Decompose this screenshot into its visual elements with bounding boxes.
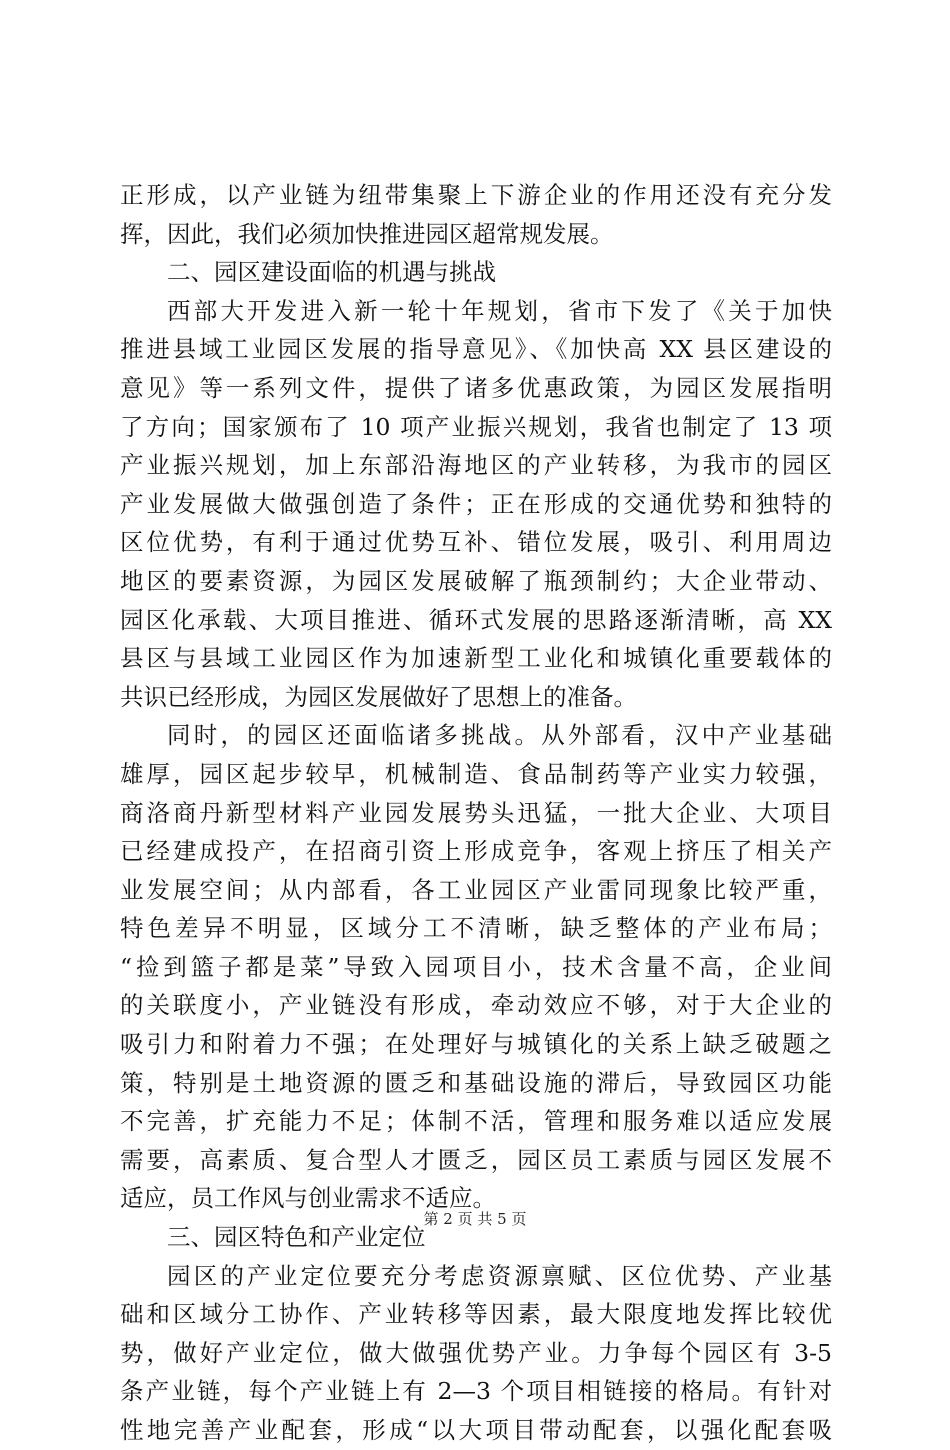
document-body bbox=[120, 176, 832, 1450]
text-line: 业发展空间；从内部看，各工业园区产业雷同现象比较严重， bbox=[120, 875, 832, 904]
text-line: 吸引力和附着力不强；在处理好与城镇化的关系上缺乏破题之 bbox=[120, 1030, 832, 1059]
text-line: 性地完善产业配套，形成“以大项目带动配套，以强化配套吸 bbox=[120, 1416, 832, 1444]
text-line: 不完善，扩充能力不足；体制不活，管理和服务难以适应发展 bbox=[120, 1107, 832, 1136]
text-line: 产业振兴规划，加上东部沿海地区的产业转移，为我市的园区 bbox=[120, 451, 832, 480]
text-line: 雄厚，园区起步较早，机械制造、食品制药等产业实力较强， bbox=[120, 759, 832, 788]
text-line: 需要，高素质、复合型人才匮乏，园区员工素质与园区发展不 bbox=[120, 1145, 832, 1174]
text-line: 条产业链，每个产业链上有 2—3 个项目相链接的格局。有针对 bbox=[120, 1377, 832, 1406]
text-line: 地区的要素资源，为园区发展破解了瓶颈制约；大企业带动、 bbox=[120, 566, 832, 595]
text-line: 正形成，以产业链为纽带集聚上下游企业的作用还没有充分发 bbox=[120, 181, 832, 209]
text-line: 商洛商丹新型材料产业园发展势头迅猛，一批大企业、大项目 bbox=[120, 798, 832, 827]
text-line: 的关联度小，产业链没有形成，牵动效应不够，对于大企业的 bbox=[120, 991, 832, 1020]
text-line: 策，特别是土地资源的匮乏和基础设施的滞后，导致园区功能 bbox=[120, 1068, 832, 1097]
text-line: 特色差异不明显，区域分工不清晰，缺乏整体的产业布局； bbox=[120, 914, 832, 943]
text-line: 同时，的园区还面临诸多挑战。从外部看，汉中产业基础 bbox=[167, 721, 832, 750]
text-line: 产业发展做大做强创造了条件；正在形成的交通优势和独特的 bbox=[120, 489, 832, 518]
page-footer: 第 2 页 共 5 页 bbox=[423, 1210, 527, 1228]
text-line: 县区与县域工业园区作为加速新型工业化和城镇化重要载体的 bbox=[120, 644, 832, 673]
text-line: 已经建成投产，在招商引资上形成竞争，客观上挤压了相关产 bbox=[120, 837, 832, 866]
text-line: 共识已经形成，为园区发展做好了思想上的准备。 bbox=[120, 682, 637, 711]
text-line: 推进县域工业园区发展的指导意见》、《加快高 XX 县区建设的 bbox=[120, 335, 832, 364]
text-line: 适应，员工作风与创业需求不适应。 bbox=[120, 1184, 496, 1213]
text-line: 西部大开发进入新一轮十年规划，省市下发了《关于加快 bbox=[167, 296, 832, 325]
text-line: 园区的产业定位要充分考虑资源禀赋、区位优势、产业基 bbox=[167, 1261, 832, 1290]
text-line: 三、园区特色和产业定位 bbox=[167, 1223, 426, 1252]
text-line: 二、园区建设面临的机遇与挑战 bbox=[167, 258, 496, 287]
text-line: 础和区域分工协作、产业转移等因素，最大限度地发挥比较优 bbox=[120, 1300, 832, 1329]
text-line: “捡到篮子都是菜”导致入园项目小，技术含量不高，企业间 bbox=[120, 952, 832, 981]
text-line: 区位优势，有利于通过优势互补、错位发展，吸引、利用周边 bbox=[120, 528, 832, 557]
text-line: 园区化承载、大项目推进、循环式发展的思路逐渐清晰，高 XX bbox=[120, 605, 832, 634]
text-line: 挥，因此，我们必须加快推进园区超常规发展。 bbox=[120, 219, 614, 248]
text-line: 意见》等一系列文件，提供了诸多优惠政策，为园区发展指明 bbox=[120, 373, 832, 402]
text-line: 势，做好产业定位，做大做强优势产业。力争每个园区有 3-5 bbox=[120, 1338, 832, 1367]
text-line: 了方向；国家颁布了 10 项产业振兴规划，我省也制定了 13 项 bbox=[120, 412, 832, 441]
